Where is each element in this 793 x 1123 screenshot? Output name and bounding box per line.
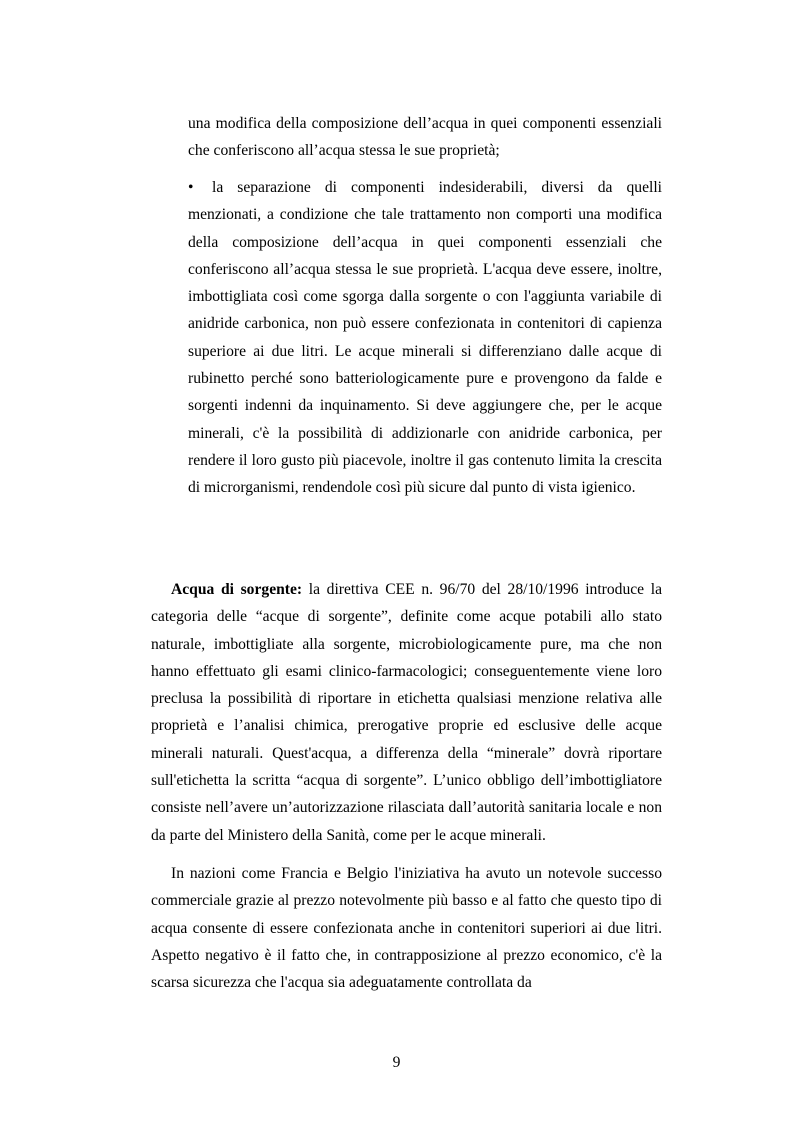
nazioni-paragraph: In nazioni come Francia e Belgio l'iniziativa ha avuto un notevole successo commerciale grazie al prezzo notevolmente più basso e al fatto che questo tipo di acqua consente di essere confezionata anche in contenitori superiori ai due litri. Aspetto negativo è il fatto che, in contrapposizione al prezzo economico, c'è la scarsa sicurezza che l'acqua sia adeguatamente controllata da [151,865,662,992]
continuation-paragraph: una modifica della composizione dell’acqua in quei componenti essenziali che conferiscono all’acqua stessa le sue proprietà; [188,115,662,160]
sorgente-term: Acqua di sorgente: [171,581,303,598]
bullet-icon: • [188,179,194,196]
sorgente-paragraph [151,576,662,849]
page-number: 9 [392,1054,401,1071]
bullet-list-item [188,174,662,502]
bullet-item-text: la separazione di componenti indesiderabili, diversi da quelli menzionati, a condizione che tale trattamento non comporti una modifica della composizione dell’acqua in quei componenti essenziali che conferiscono all’acqua stessa le sue proprietà. L'acqua deve essere, inoltre, imbottigliata così come sgorga dalla sorgente o con l'aggiunta variabile di anidride carbonica, non può essere confezionata in contenitori di capienza superiore ai due litri. Le acque minerali si differenziano dalle acque di rubinetto perché sono batteriologicamente pure e provengono da falde e sorgenti indenni da inquinamento. Si deve aggiungere che, per le acque minerali, c'è la possibilità di addizionarle con anidride carbonica, per rendere il loro gusto più piacevole, inoltre il gas contenuto limita la crescita di microrganismi, rendendole così più sicure dal punto di vista igienico. [188,179,662,497]
sorgente-text: la direttiva CEE n. 96/70 del 28/10/1996 introduce la categoria delle “acque di sorgente”, definite come acque potabili allo stato naturale, imbottigliate alla sorgente, microbiologicamente pure, ma che non hanno effettuato gli esami clinico-farmacologici; conseguentemente viene loro preclusa la possibilità di riportare in etichetta qualsiasi menzione relativa alle proprietà e l’analisi chimica, prerogative proprie ed esclusive delle acque minerali naturali. Quest'acqua, a differenza della “minerale” dovrà riportare sull'etichetta la scritta “acqua di sorgente”. L’unico obbligo dell’imbottigliatore consiste nell’avere un’autorizzazione rilasciata dall’autorità sanitaria locale e non da parte del Ministero della Sanità, come per le acque minerali. [151,581,662,844]
